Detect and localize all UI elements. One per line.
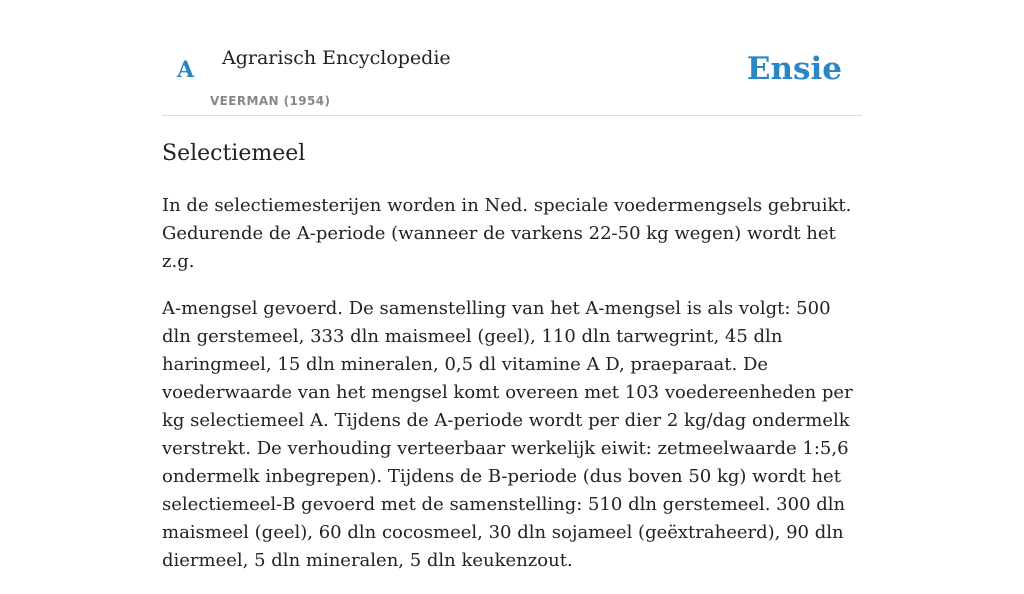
letter-index[interactable]: A [177,57,195,83]
encyclopedia-header [162,0,862,116]
ensie-logo-link[interactable]: Ensie [746,51,842,87]
page-container [162,0,862,571]
encyclopedia-title[interactable]: Agrarisch Encyclopedie [222,47,451,69]
entry-paragraph: In de selectiemesterijen worden in Ned. speciale voedermengsels gebruikt. Gedurende de A-periode (wanneer de varkens 22-50 kg wegen) wordt het z.g. [162,195,852,272]
entry-title: Selectiemeel [162,141,306,166]
entry-paragraph: A-mengsel gevoerd. De samenstelling van het A-mengsel is als volgt: 500 dln gerstemeel, 333 dln maismeel (geel), 110 dln tarwegrint, 45 dln haringmeel, 15 dln mineralen, 0,5 dl vitamine A D, praeparaat. De voederwaarde van het mengsel komt overeen met 103 voedereenheden per kg selectiemeel A. Tijdens de A-periode wordt per dier 2 kg/dag ondermelk verstrekt. De verhouding verteerbaar werkelijk eiwit: zetmeelwaarde 1:5,6 ondermelk inbegrepen). Tijdens de B-periode (dus boven 50 kg) wordt het selectiemeel-B gevoerd met de samenstelling: 510 dln gerstemeel. 300 dln maismeel (geel), 60 dln cocosmeel, 30 dln sojameel (geëxtraheerd), 90 dln diermeel, 5 dln mineralen, 5 dln keukenzout. [162,298,853,571]
entry-body [162,192,862,594]
encyclopedia-subtitle: VEERMAN (1954) [210,94,331,108]
